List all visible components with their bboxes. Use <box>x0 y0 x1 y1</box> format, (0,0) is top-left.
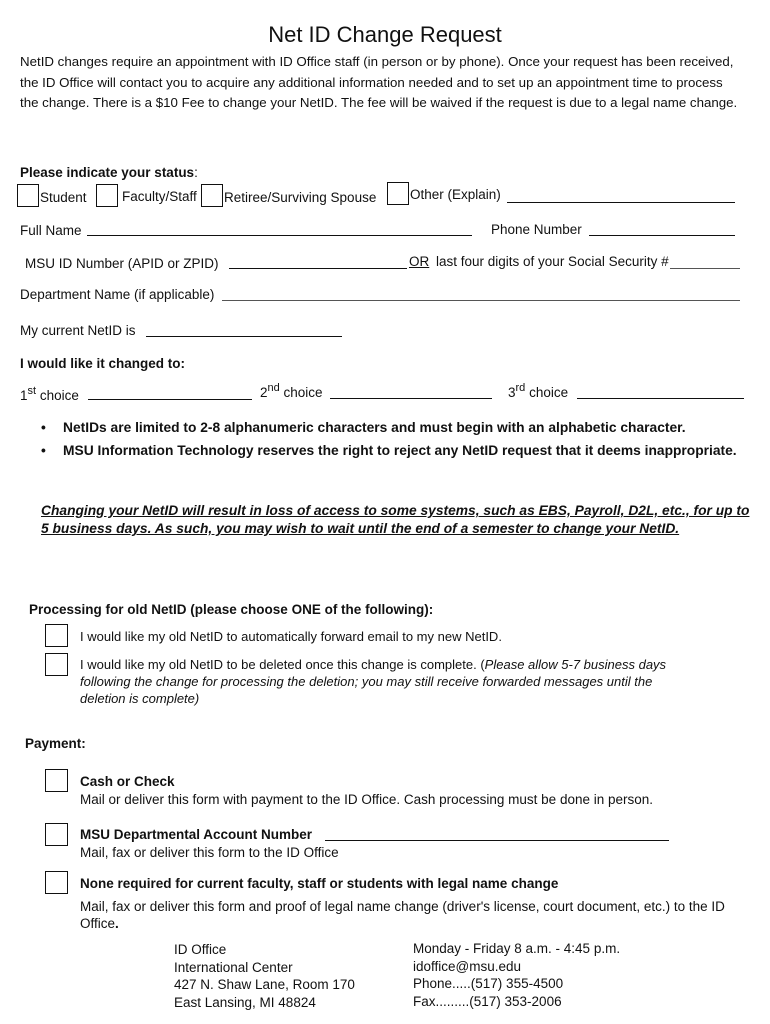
status-heading: Please indicate your status <box>20 165 195 180</box>
delete-netid-label <box>80 656 680 707</box>
other-explain-line[interactable] <box>507 202 735 203</box>
choice-2-line[interactable] <box>330 398 492 399</box>
choice-2-num: 2 <box>260 385 268 400</box>
none-required-body: Mail, fax or deliver this form and proof of legal name change (driver's license, court document, etc.) to the ID Office <box>80 899 725 931</box>
cash-check-title: Cash or Check <box>80 774 175 789</box>
forward-email-label: I would like my old NetID to automatically forward email to my new NetID. <box>80 629 502 644</box>
or-label: OR <box>409 254 430 269</box>
office-contact <box>413 940 620 1010</box>
none-required-title: None required for current faculty, staff or students with legal name change <box>80 876 559 891</box>
choice-2-label <box>260 382 323 400</box>
cash-check-text: Mail or deliver this form with payment to the ID Office. Cash processing must be done in person. <box>80 792 654 807</box>
intro-paragraph: NetID changes require an appointment with ID Office staff (in person or by phone). Once your request has been received, the ID Office will contact you to acquire any additional information needed and to set up an appointment time to process the change. There is a $10 Fee to change your NetID. The fee will be waived if the request is due to a legal name change. <box>20 54 738 110</box>
choice-3-text: choice <box>529 385 569 400</box>
office-fax: Fax.........(517) 353-2006 <box>413 993 562 1009</box>
department-line[interactable] <box>222 300 740 301</box>
none-required-text <box>80 898 750 932</box>
office-line: 427 N. Shaw Lane, Room 170 <box>174 977 355 992</box>
bullet-item: • NetIDs are limited to 2-8 alphanumeric characters and must begin with an alphabetic character. <box>63 418 753 437</box>
msu-id-label: MSU ID Number (APID or ZPID) <box>25 256 219 271</box>
payment-heading: Payment: <box>25 736 86 751</box>
delete-netid-checkbox[interactable] <box>45 653 68 676</box>
dept-account-title: MSU Departmental Account Number <box>80 827 313 842</box>
faculty-staff-checkbox[interactable] <box>96 184 118 207</box>
full-name-line[interactable] <box>87 235 472 236</box>
current-netid-label: My current NetID is <box>20 323 136 338</box>
processing-heading: Processing for old NetID (please choose ONE of the following): <box>29 602 434 617</box>
office-address <box>174 941 355 1011</box>
choice-3-label <box>508 382 569 400</box>
choice-1-sup: st <box>27 385 37 397</box>
other-checkbox[interactable] <box>387 182 409 205</box>
phone-line[interactable] <box>589 235 735 236</box>
retiree-checkbox[interactable] <box>201 184 223 207</box>
msu-id-line[interactable] <box>229 268 407 269</box>
office-email-link[interactable]: idoffice@msu.edu <box>413 958 522 974</box>
full-name-label: Full Name <box>20 223 82 238</box>
office-hours: Monday - Friday 8 a.m. - 4:45 p.m. <box>413 941 621 956</box>
office-phone: Phone.....(517) 355-4500 <box>413 976 564 991</box>
choice-1-text: choice <box>39 388 79 403</box>
student-checkbox[interactable] <box>17 184 39 207</box>
faculty-staff-label: Faculty/Staff <box>122 189 197 204</box>
change-heading: I would like it changed to: <box>20 356 186 371</box>
none-required-checkbox[interactable] <box>45 871 68 894</box>
forward-email-checkbox[interactable] <box>45 624 68 647</box>
choice-2-sup: nd <box>267 382 280 394</box>
retiree-label: Retiree/Surviving Spouse <box>224 190 377 205</box>
choice-2-text: choice <box>283 385 323 400</box>
other-label: Other (Explain) <box>410 187 501 202</box>
choice-3-num: 3 <box>508 385 516 400</box>
bullet-item: • MSU Information Technology reserves the right to reject any NetID request that it deems inappropriate. <box>63 441 753 460</box>
department-label: Department Name (if applicable) <box>20 287 215 302</box>
status-heading-wrap <box>20 165 198 180</box>
none-required-period: . <box>115 916 119 931</box>
student-label: Student <box>40 190 87 205</box>
warning-notice: Changing your NetID will result in loss of access to some systems, such as EBS, Payroll, D2L, etc., for up to 5 business days. As such, you may wish to wait until the end of a semester to change your NetID. <box>41 503 750 536</box>
cash-check-checkbox[interactable] <box>45 769 68 792</box>
delete-netid-note: Please allow 5-7 business days following the change for processing the deletion; you may still receive forwarded messages until the deletion is complete) <box>80 657 667 706</box>
dept-account-line[interactable] <box>325 840 669 841</box>
dept-account-checkbox[interactable] <box>45 823 68 846</box>
office-line: International Center <box>174 959 293 975</box>
delete-netid-main: I would like my old NetID to be deleted once this change is complete. ( <box>80 657 485 672</box>
choice-1-num: 1 <box>20 388 28 403</box>
phone-label: Phone Number <box>491 222 582 237</box>
ssn-line[interactable] <box>670 268 740 269</box>
choice-3-sup: rd <box>515 382 526 394</box>
choice-1-line[interactable] <box>88 399 252 400</box>
choice-1-label <box>20 385 79 403</box>
ssn-label: last four digits of your Social Security # <box>436 254 669 269</box>
choice-3-line[interactable] <box>577 398 744 399</box>
dept-account-text: Mail, fax or deliver this form to the ID Office <box>80 845 339 860</box>
office-line: East Lansing, MI 48824 <box>174 994 316 1010</box>
status-colon: : <box>194 165 198 180</box>
current-netid-line[interactable] <box>146 336 342 337</box>
page-title: Net ID Change Request <box>268 22 502 47</box>
office-line: ID Office <box>174 942 227 957</box>
